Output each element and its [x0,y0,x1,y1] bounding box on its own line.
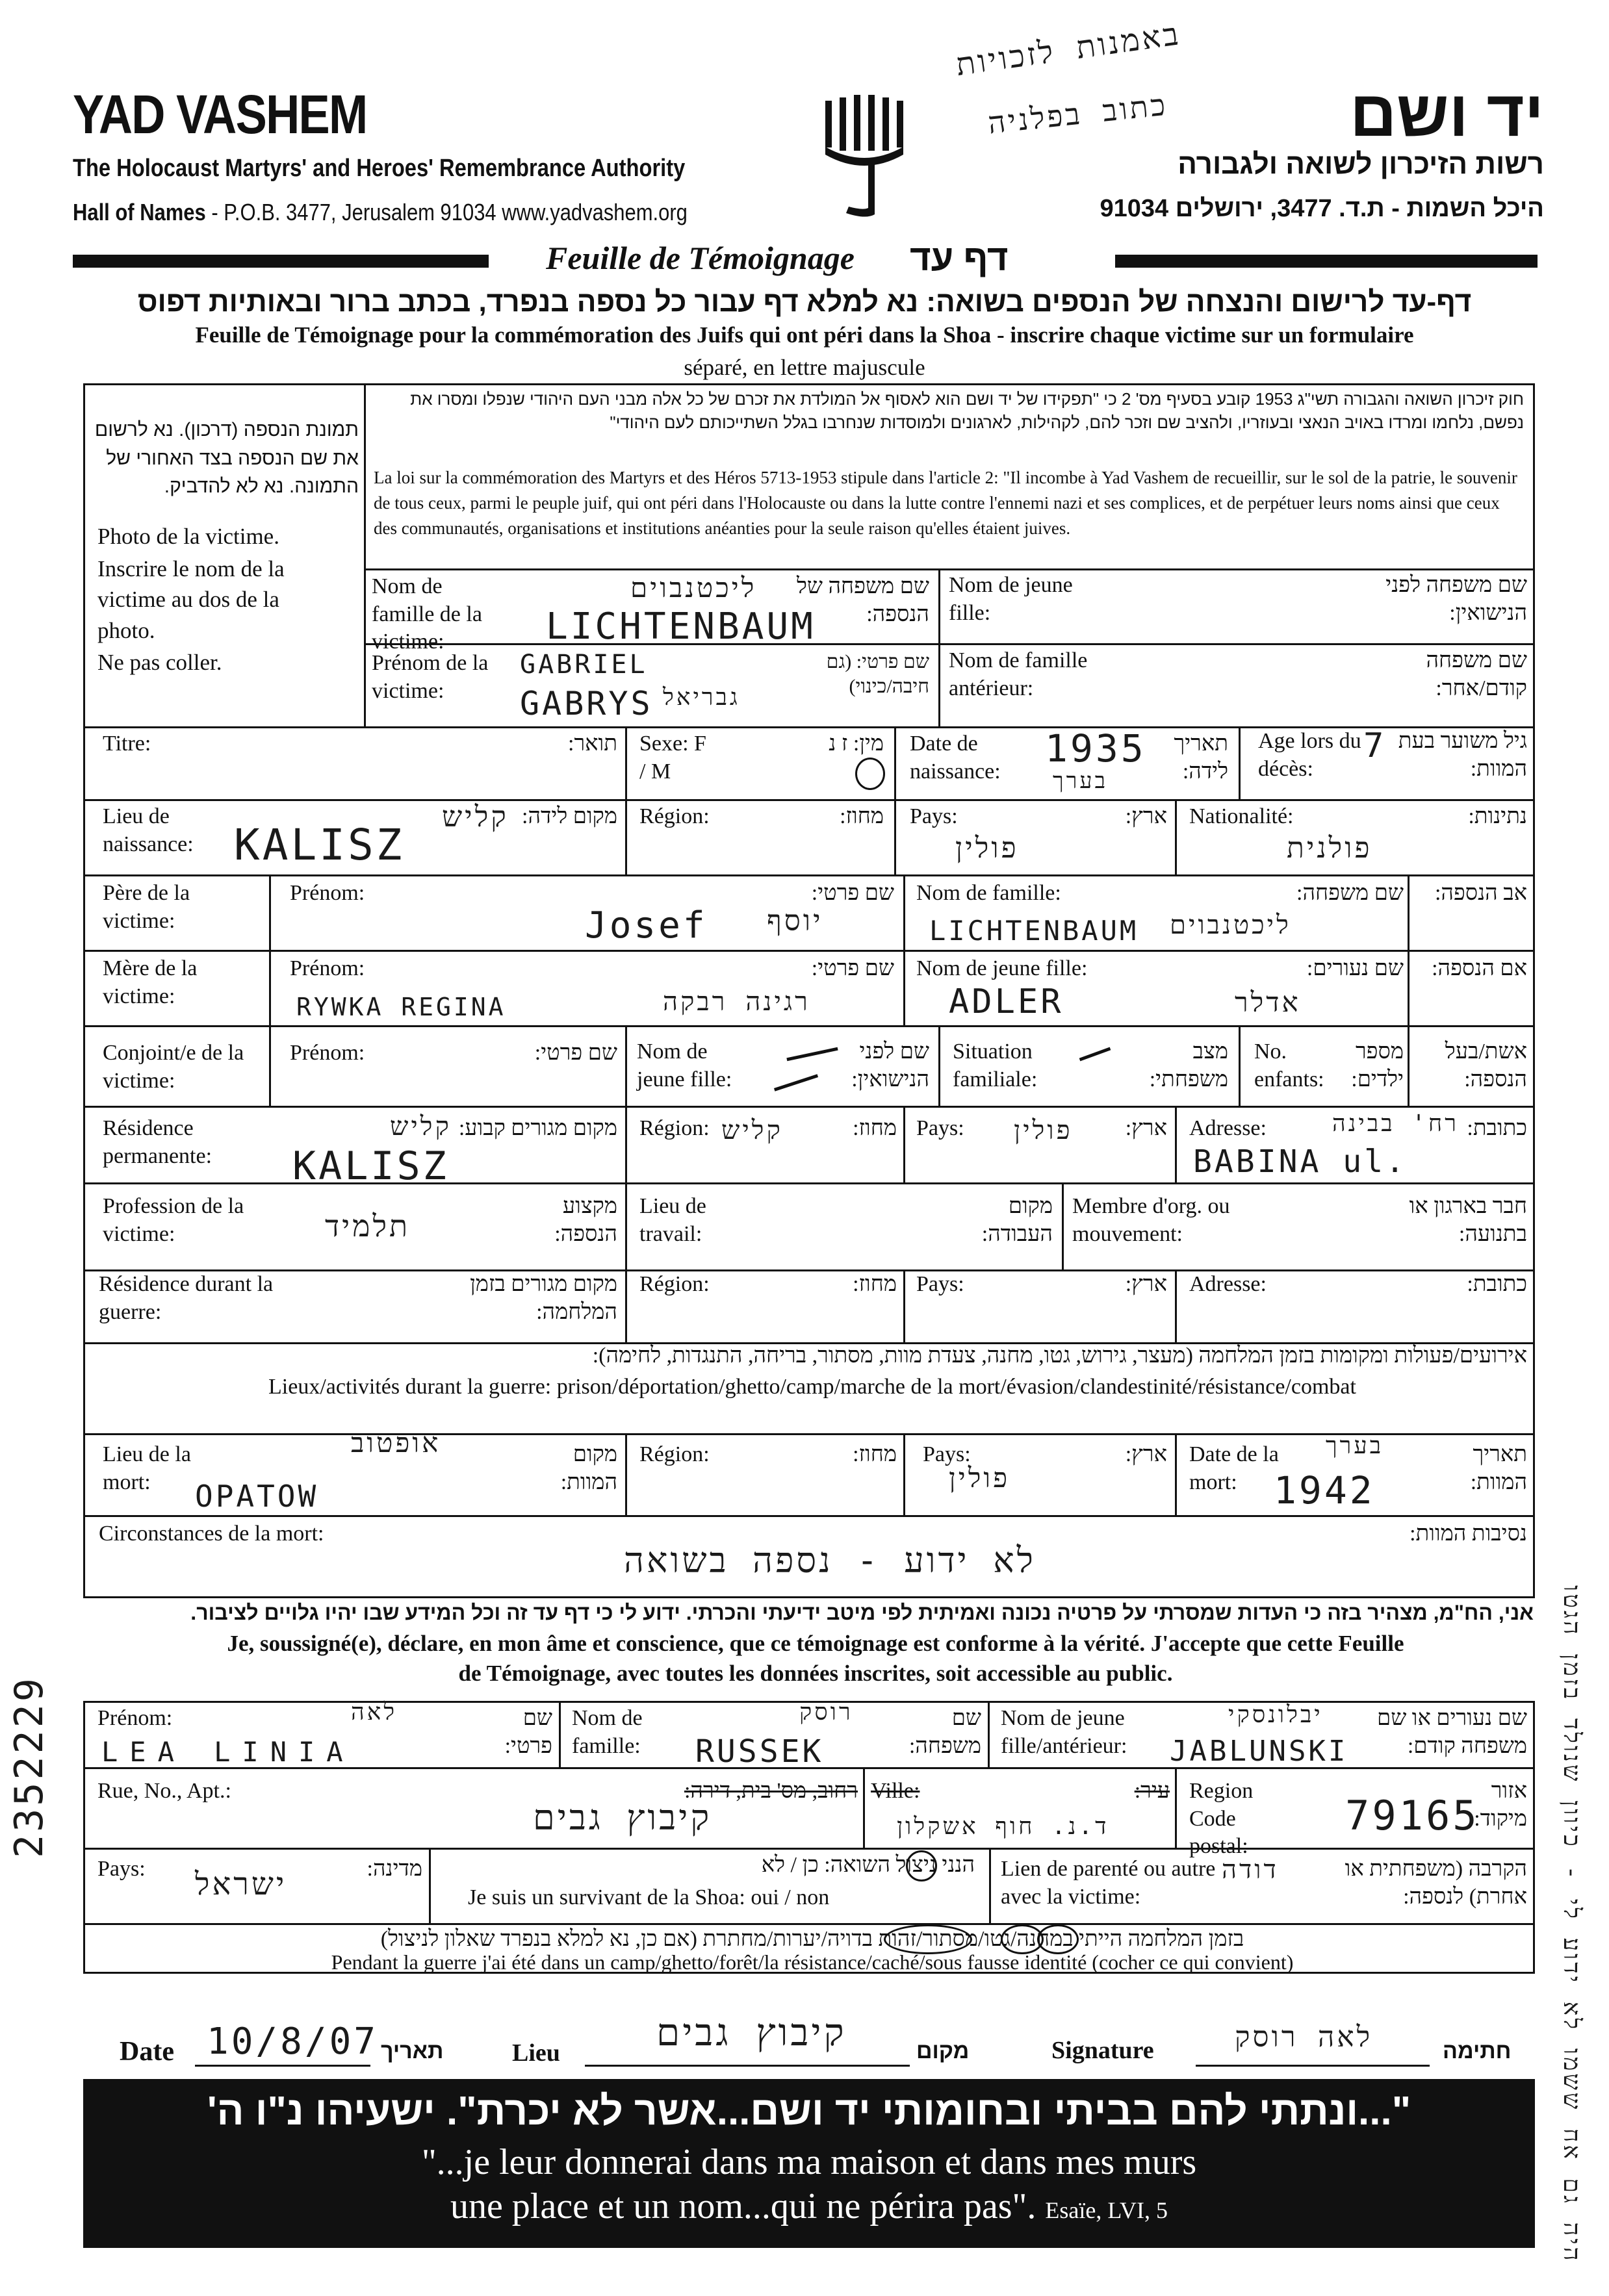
col-divider [903,1269,905,1342]
during-war-circle-hiding[interactable] [1001,1924,1044,1954]
title-bar-left [73,255,489,268]
submitter-first-label-fr: Prénom: [97,1706,173,1730]
row-divider [83,799,1535,801]
residence-address-value-he[interactable]: רח' בבינה [1332,1110,1459,1137]
org-subtitle-he: רשות הזיכרון לשואה ולגבורה [1178,148,1544,180]
col-divider [1239,726,1241,799]
law-text-he: חוק זיכרון השואה והגבורה תשי"ג 1953 קובע בסעיף מס' 2 כי "תפקידו של יד ושם הוא לאסוף אל המולדת את זכרם של כל אלה מבני העם היהודי שנפלו ומסרו את נפשם, נלחמו ומרדו באויב הנאצי ובעוזריו, ולהציב שם וזכר להם, לקהילות, לארגונים ולמוסדות שנחרבו בגלל השתייכותם לעם היהודי" [410,389,1524,433]
row-divider [364,643,1535,645]
victim-first-name-label-fr: Prénom de la victime: [372,651,489,703]
photo-instruction-fr-3: Ne pas coller. [97,650,222,675]
survivor-no-circle[interactable] [906,1850,937,1881]
row-divider [83,1269,1535,1271]
col-divider [988,1701,990,1767]
death-place-value-he[interactable]: אופטוב [351,1427,441,1459]
title-label-he: תואר: [568,732,617,756]
birthplace-value-he[interactable]: קליש [442,800,509,834]
col-divider [989,1848,991,1923]
hall-address-he: היכל השמות - ת.ד. 3477, ירושלים 91034 [1100,195,1544,222]
col-divider [903,1106,905,1182]
birthplace-label-fr: Lieu de naissance: [103,804,194,856]
col-divider [625,1433,627,1515]
photo-instruction-fr-1: Photo de la victime. [97,524,279,549]
mother-maiden-value-he[interactable]: אדלר [1235,986,1301,1018]
events-label-fr: Lieux/activités durant la guerre: prison/déportation/ghetto/camp/marche de la mort/évasion/clandestinité/résistance/combat [268,1375,1356,1399]
war-country-label-fr: Pays: [916,1272,964,1296]
war-residence-label-he: מקום מגורים בזמן המלחמה: [470,1272,617,1324]
submitter-country-label-fr: Pays: [97,1857,146,1881]
submitter-country-value-he[interactable]: ישראל [195,1866,287,1902]
prev-family-name-label-he: שם משפחה קודם/אחר: [1426,648,1527,700]
residence-region-label-fr: Région: [639,1116,710,1140]
spouse-maiden-label-fr: Nom de jeune fille: [637,1040,732,1091]
spouse-first-label-he: שם פרטי: [534,1041,617,1065]
war-address-label-fr: Adresse: [1189,1272,1267,1296]
death-region-label-he: מחוז: [853,1442,897,1466]
birth-country-label-he: ארץ: [1125,804,1167,828]
spouse-status-label-he: מצב משפחתי: [1149,1040,1228,1091]
col-divider [1175,1106,1177,1182]
col-divider [903,874,905,950]
events-label-he: אירועים/פעולות ומקומות בזמן המלחמה (מעצר, גירוש, גטו, מחנה, צעדת מוות, מסתור, בריחה, התנגדות, לחימה): [592,1344,1527,1368]
col-divider [1175,1767,1177,1848]
row-divider [83,1923,1535,1925]
col-divider [625,1182,627,1269]
submitter-city-value-he[interactable]: ד.נ. חוף אשקלון [897,1813,1109,1840]
residence-label-fr: Résidence permanente: [103,1116,212,1168]
workplace-label-he: מקום העבודה: [981,1194,1053,1246]
hall-address-en: - P.O.B. 3477, Jerusalem 91034 www.yadvashem.org [205,199,688,225]
spouse-maiden-label-he: שם לפני הנישואין: [851,1040,929,1091]
death-place-value[interactable]: OPATOW [195,1479,319,1514]
submitter-family-label-he: שם משפחה: [908,1706,981,1758]
title-bar-right [1115,255,1538,268]
col-divider [269,950,271,1025]
submitter-first-label-he: שם פרטי: [504,1706,552,1758]
submitter-first-value[interactable]: LEA LINIA [101,1736,355,1768]
submitter-city-label-fr: Ville: [871,1779,920,1803]
residence-value[interactable]: KALISZ [292,1143,449,1189]
dob-label-he: תאריך לידה: [1174,732,1228,784]
father-first-value[interactable]: Josef [585,904,708,947]
death-date-label-fr: Date de la mort: [1189,1442,1279,1494]
death-circumstances-value-he[interactable]: לא ידוע - נספה בשואה [624,1540,1036,1581]
col-divider [559,1701,561,1767]
submitter-family-value-he[interactable]: רוסק [799,1699,853,1726]
spouse-label-fr: Conjoint/e de la victime: [103,1041,244,1093]
quote-banner-fr-1: "...je leur donnerai dans ma maison et dans mes murs [421,2142,1197,2182]
spouse-first-label-fr: Prénom: [290,1041,365,1065]
declaration-fr-1: Je, soussigné(e), déclare, en mon âme et conscience, que ce témoignage est conforme à la vérité. J'accepte que cette Feuille [227,1631,1404,1656]
place-label-fr: Lieu [512,2039,560,2067]
date-value[interactable]: 10/8/07 [207,2021,379,2063]
col-divider [1408,950,1409,1025]
death-region-label-fr: Région: [639,1442,710,1466]
residence-country-label-he: ארץ: [1125,1116,1167,1140]
place-label-he: מקום [916,2039,970,2063]
spouse-label-he: אשת/בעל הנספה: [1445,1040,1527,1091]
mother-maiden-value[interactable]: ADLER [949,982,1064,1021]
workplace-label-fr: Lieu de travail: [639,1194,706,1246]
col-divider [903,950,905,1025]
submitter-country-label-he: מדינה: [367,1857,422,1881]
row-divider [83,1025,1535,1027]
col-divider [625,1269,627,1342]
birthplace-label-he: מקום לידה: [522,804,617,828]
col-divider [269,874,271,950]
date-label-he: תאריך [381,2039,444,2063]
col-divider [625,1025,627,1106]
birth-region-label-fr: Région: [639,804,710,828]
mother-label-fr: Mère de la victime: [103,956,198,1008]
col-divider [894,799,896,874]
col-divider [938,1025,940,1106]
date-underline [195,2065,370,2067]
father-first-value-he[interactable]: יוסף [767,904,823,938]
org-subtitle-en: The Holocaust Martyrs' and Heroes' Remembrance Authority [73,155,686,182]
form-title-he: דף עד [910,237,1009,278]
handwritten-note-top-1: באמנות לזכויות [953,16,1183,83]
submitter-street-value-he[interactable]: קיבוץ גבים [533,1797,712,1838]
profession-label-fr: Profession de la victime: [103,1194,244,1246]
father-first-label-fr: Prénom: [290,881,365,905]
col-divider [625,726,627,799]
children-label-he: מספר ילדים: [1351,1040,1404,1091]
instruction-fr-1: Feuille de Témoignage pour la commémoration des Juifs qui ont péri dans la Shoa - inscrire chaque victime sur un formulaire [195,322,1414,348]
mother-first-value-he[interactable]: רגינה רבקה [663,987,810,1017]
birth-country-value-he[interactable]: פולין [955,832,1019,865]
victim-first-name-label-he: שם פרטי: (גם חיבה/כינוי) [826,651,929,697]
maiden-name-label-he: שם משפחה לפני הנישואין: [1385,573,1527,625]
death-circumstances-label-he: נסיבות המוות: [1409,1522,1527,1546]
col-divider [1062,1182,1064,1269]
row-divider [83,1433,1535,1435]
mother-label-he: אם הנספה: [1432,956,1527,980]
place-underline [585,2065,910,2067]
submitter-family-label-fr: Nom de famille: [572,1706,643,1758]
submitter-maiden-label-he: שם נעורים או שם משפחה קודם: [1376,1706,1527,1758]
residence-address-label-fr: Adresse: [1189,1116,1267,1140]
col-divider [894,726,896,799]
birth-country-label-fr: Pays: [910,804,958,828]
col-divider [269,1025,271,1106]
mother-maiden-label-he: שם נעורים: [1306,956,1404,980]
handwritten-note-top-2: כתוב בפלניה [986,86,1170,141]
row-divider [83,1848,1535,1850]
col-divider [625,799,627,874]
mother-maiden-label-fr: Nom de jeune fille: [916,956,1088,980]
relation-value-he[interactable]: דודה [1222,1855,1279,1885]
submitter-street-label-fr: Rue, No., Apt.: [97,1779,231,1803]
hall-of-names-label: Hall of Names [73,199,206,225]
submitter-maiden-value-he[interactable]: יבלונסקי [1228,1702,1323,1728]
org-name-he: יד ושם [1350,77,1544,150]
col-divider [625,1106,627,1182]
quote-banner-he: "...ונתתי להם בביתי ובחומותי יד ושם...אשר לא יכרת". ישעיהו נ"ו ה' [207,2089,1411,2134]
death-place-label-he: מקום המוות: [560,1442,617,1494]
father-family-value-he[interactable]: ליכטנבוים [1170,910,1291,940]
birthplace-value[interactable]: KALISZ [234,820,405,870]
col-divider [1175,799,1177,874]
spouse-status-label-fr: Situation familiale: [953,1040,1038,1091]
during-war-label-fr: Pendant la guerre j'ai été dans un camp/ghetto/forêt/la résistance/caché/sous fausse identité (cocher ce qui convient) [331,1950,1294,1974]
during-war-circle-false-id[interactable] [884,1924,972,1954]
submitter-maiden-label-fr: Nom de jeune fille/antérieur: [1001,1706,1127,1758]
instruction-he: דף-עד לרישום והנצחה של הנספים בשואה: נא למלא דף עבור כל נספה בנפרד, בכתב ברור ובאותיות דפוס [137,286,1472,318]
nationality-label-he: נתינות: [1468,804,1527,828]
relation-label-fr: Lien de parenté ou autre avec la victime: [1001,1857,1216,1909]
col-divider [1175,1433,1177,1515]
profession-value-he[interactable]: תלמיד [325,1208,411,1244]
survivor-label-fr: Je suis un survivant de la Shoa: oui / non [468,1885,830,1909]
victim-family-name-value-he[interactable]: ליכטנבוים [630,572,757,604]
sex-label-fr: Sexe: F / M [639,732,706,784]
residence-value-he[interactable]: קליש [390,1112,452,1142]
signature-label-fr: Signature [1051,2037,1154,2064]
dob-note[interactable]: בערך [1053,768,1109,794]
photo-divider [364,383,366,726]
photo-instruction-fr-2: Inscrire le nom de la victime au dos de la photo. [97,556,285,643]
dob-label-fr: Date de naissance: [910,732,1001,784]
col-divider [863,1767,865,1848]
death-date-value[interactable]: 1942 [1274,1468,1375,1512]
row-divider [83,950,1535,952]
war-region-label-fr: Région: [639,1272,710,1296]
quote-banner-fr-2-text: une place et un nom...qui ne périra pas". [450,2186,1036,2226]
victim-first-name-value-2[interactable]: GABRYS [520,685,653,722]
father-first-label-he: שם פרטי: [811,881,894,905]
col-divider [1408,874,1409,950]
col-divider [1175,1269,1177,1342]
war-residence-label-fr: Résidence durant la guerre: [99,1272,274,1324]
title-label-fr: Titre: [103,732,151,756]
age-value[interactable]: 7 [1363,726,1387,765]
residence-country-label-fr: Pays: [916,1116,964,1140]
residence-country-value-he[interactable]: פולין [1014,1116,1073,1145]
birth-region-label-he: מחוז: [840,804,884,828]
children-label-fr: No. enfants: [1254,1040,1324,1091]
father-family-value[interactable]: LICHTENBAUM [929,915,1139,947]
law-text-fr: La loi sur la commémoration des Martyrs et des Héros 5713-1953 stipule dans l'article 2: "Il incombe à Yad Vashem de recueillir, sur le sol de la patrie, le souvenir de tous ceux, parmi le peuple juif, qui ont péri dans l'Holocauste ou dans la lutte contre l'ennemi nazi et ses complices, et de perpétuer leurs noms ainsi que ceux des communautés, organisations et institutions anéanties pour la seule raison qu'elles étaient juives. [374,468,1517,539]
mother-first-label-fr: Prénom: [290,956,365,980]
residence-region-value-he[interactable]: קליש [721,1116,783,1145]
submitter-first-value-he[interactable]: לאה [351,1699,398,1726]
submitter-maiden-value[interactable]: JABLUNSKI [1170,1735,1348,1768]
residence-label-he: מקום מגורים קבוע: [458,1116,617,1140]
age-label-fr: Age lors du décès: [1258,729,1361,781]
death-country-value-he[interactable]: פולין [949,1462,1010,1494]
war-country-label-he: ארץ: [1125,1272,1167,1296]
date-label-fr: Date [120,2037,174,2067]
death-date-note[interactable]: בערך [1326,1433,1384,1459]
residence-region-label-he: מחוז: [853,1116,897,1140]
yad-vashem-logo [820,91,918,221]
mother-first-label-he: שם פרטי: [811,956,894,980]
submitter-street-label-he: רחוב, מס' בית, דירה: [684,1779,858,1803]
signature-underline [1196,2065,1430,2067]
row-divider [83,1106,1535,1108]
col-divider [1239,1025,1241,1106]
death-country-label-he: ארץ: [1125,1442,1167,1466]
dob-value[interactable]: 1935 [1045,726,1146,771]
submitter-city-label-he: עיר: [1134,1779,1170,1803]
declaration-he: אני, הח"מ, מצהיר בזה כי העדות שמסרתי על פרטיה נכונה ואמיתית לפי מיטב ידיעתי והכרתי. ידוע לי כי דף עד זה וכל המידע שבו יהיו גלויים לציבור. [190,1601,1534,1624]
org-member-label-fr: Membre d'org. ou mouvement: [1072,1194,1230,1246]
prev-family-name-label-fr: Nom de famille antérieur: [949,648,1088,700]
relation-label-he: הקרבה (משפחתית או אחרת) לנספה: [1345,1857,1527,1909]
nationality-label-fr: Nationalité: [1189,804,1294,828]
photo-instruction-he: תמונת הנספה (דרכון). נא לרשום את שם הנספה בצד האחורי של התמונה. נא לא להדביק. [94,419,359,497]
sex-circle-male[interactable] [855,758,885,790]
submitter-zip-label-he: אזור מיקוד: [1474,1779,1527,1831]
father-label-fr: Père de la victime: [103,881,190,933]
place-value-he[interactable]: קיבוץ גבים [656,2010,847,2054]
war-region-label-he: מחוז: [853,1272,897,1296]
col-divider [1408,1025,1409,1106]
maiden-name-label-fr: Nom de jeune fille: [949,573,1073,625]
age-label-he: גיל משוער בעת המוות: [1398,729,1527,781]
profession-label-he: מקצוע הנספה: [554,1194,617,1246]
instruction-fr-2: séparé, en lettre majuscule [684,355,925,380]
victim-family-name-label-he: שם משפחה של הנספה: [797,574,929,626]
org-name-en: YAD VASHEM [73,84,367,145]
residence-address-label-he: כתובת: [1467,1116,1527,1140]
death-country-label-fr: Pays: [923,1442,971,1466]
death-circumstances-label-fr: Circonstances de la mort: [99,1522,324,1546]
org-member-label-he: חבר בארגון או בתנועה: [1409,1194,1527,1246]
victim-first-name-value[interactable]: GABRIEL [520,650,648,680]
father-family-label-fr: Nom de famille: [916,881,1061,905]
sex-label-he: מין: ז נ [829,732,884,756]
signature-label-he: חתימה [1443,2039,1512,2063]
death-date-label-he: תאריך המוות: [1470,1442,1527,1494]
hall-of-names-en [73,199,688,226]
law-divider [364,568,1535,570]
submitter-family-value[interactable]: RUSSEK [695,1733,824,1770]
victim-family-name-label-fr: Nom de famille de la victime: [372,574,482,654]
father-family-label-he: שם משפחה: [1296,881,1404,905]
mother-first-value[interactable]: RYWKA REGINA [296,993,506,1021]
survivor-label-he: הנני ניצול השואה: כן / לא [761,1853,975,1877]
quote-banner-fr-2 [97,2186,1521,2227]
row-divider [83,874,1535,876]
declaration-fr-2: de Témoignage, avec toutes les données inscrites, soit accessible au public. [458,1661,1173,1686]
signature-value-he[interactable]: לאה רוסק [1235,2021,1373,2054]
victim-first-name-value-he[interactable]: גבריאל [663,684,740,711]
quote-banner-ref: Esaïe, LVI, 5 [1045,2197,1168,2223]
father-label-he: אב הנספה: [1434,881,1527,905]
submitter-zip-label-fr: Region Code postal: [1189,1779,1254,1858]
submitter-zip-value[interactable]: 79165 [1345,1792,1480,1839]
war-address-label-he: כתובת: [1467,1272,1527,1296]
during-war-label-he: בזמן המלחמה הייתי במחנה/גטו/מסתור/זהות בדויה/יערות/מחתרת (אם כן, נא למלא בנפרד שאלון לניצול) [380,1927,1244,1951]
col-divider [938,568,940,726]
row-divider [83,1515,1535,1517]
death-place-label-fr: Lieu de la mort: [103,1442,191,1494]
col-divider [429,1848,431,1923]
margin-note-right: היה גם אח ששמו לא ידוע לי - כיוון שנולד בזמן הגטו [1558,1585,1585,2264]
nationality-value-he[interactable]: פולנית [1287,832,1372,865]
residence-address-value[interactable]: BABINA ul. [1193,1143,1407,1180]
victim-family-name-value[interactable]: LICHTENBAUM [546,606,816,648]
margin-record-number: 2352229 [6,1676,52,1858]
form-title-fr: Feuille de Témoignage [546,240,855,276]
col-divider [903,1433,905,1515]
